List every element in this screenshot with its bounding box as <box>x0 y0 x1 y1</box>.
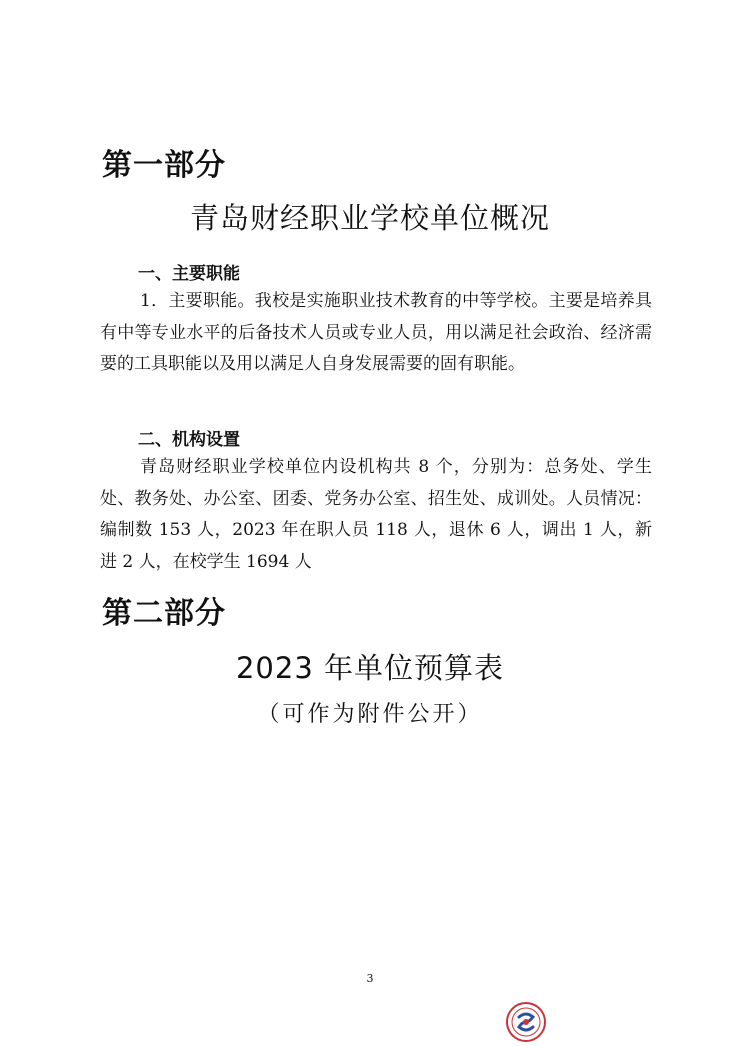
seal-center-dot <box>523 1019 529 1025</box>
section-organization-paragraph <box>100 452 652 578</box>
part2-heading: 第二部分 <box>102 596 226 631</box>
part1-heading: 第一部分 <box>102 148 226 183</box>
section-organization-text: 青岛财经职业学校单位内设机构共 8 个，分别为：总务处、学生处、教务处、办公室、团委、党务办公室、招生处、成训处。人员情况：编制数 153 人，2023 年在职人员 118 人，退休 6 人，调出 1 人，新进 2 人，在校学生 1694 人 <box>100 457 652 572</box>
page-number: 3 <box>366 972 374 985</box>
budget-table-subtitle: （可作为附件公开） <box>257 702 483 727</box>
section-organization-heading: 二、机构设置 <box>138 430 240 450</box>
budget-table-title: 2023 年单位预算表 <box>235 651 505 685</box>
section-functions-heading: 一、主要职能 <box>138 264 240 284</box>
school-overview-title: 青岛财经职业学校单位概况 <box>189 201 550 235</box>
section-functions-paragraph <box>100 286 652 381</box>
section-functions-text: 1．主要职能。我校是实施职业技术教育的中等学校。主要是培养具有中等专业水平的后备技术人员或专业人员，用以满足社会政治、经济需要的工具职能以及用以满足人自身发展需要的固有职能。 <box>100 291 652 374</box>
school-seal-logo <box>505 1001 547 1043</box>
